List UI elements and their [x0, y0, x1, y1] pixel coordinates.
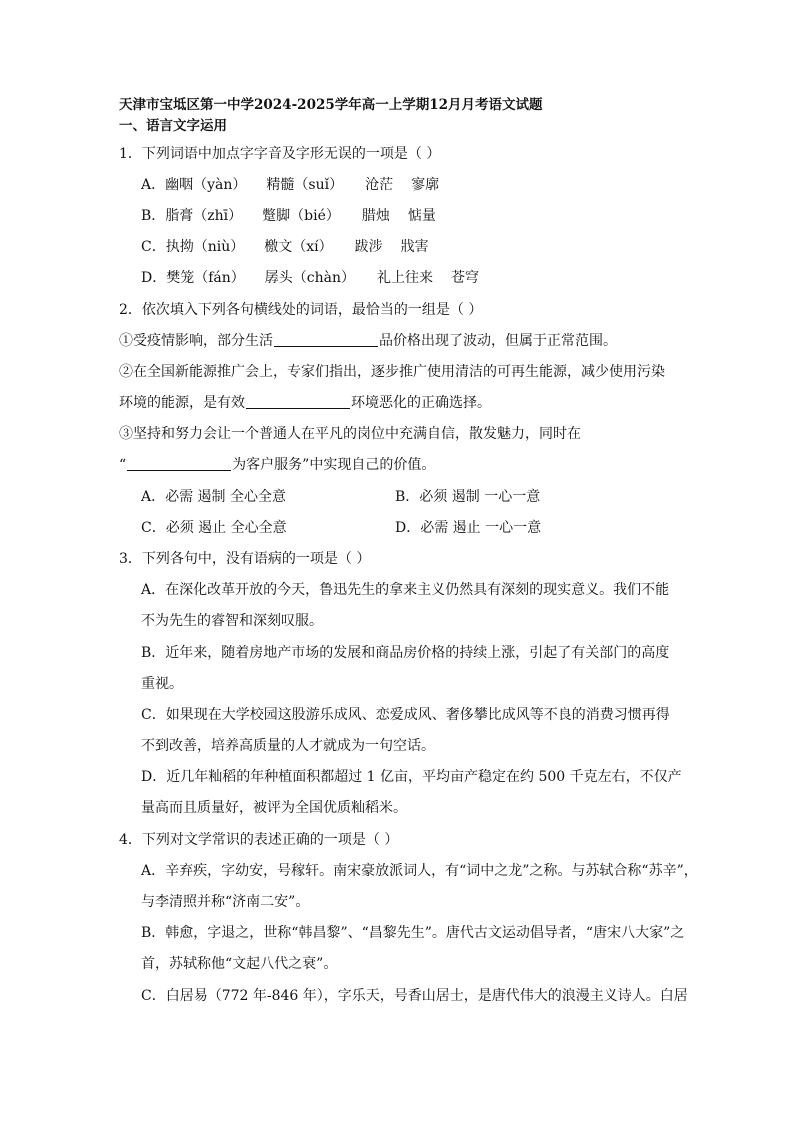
q2-blank-2 — [246, 407, 350, 409]
q2-s3-post: 为客户服务”中实现自己的价值。 — [232, 457, 436, 473]
q4-option-a-line-2: 与李清照并称“济南二安”。 — [141, 894, 310, 910]
q1-b-w1: B．脂膏（zhī） — [141, 208, 243, 224]
q1-c-w4: 戕害 — [400, 239, 429, 255]
q2-s1-post: 品价格出现了波动，但属于正常范围。 — [379, 333, 617, 349]
q1-a-w4: 寥廓 — [411, 177, 440, 193]
q3-option-b-line-1: B．近年来，随着房地产市场的发展和商品房价格的持续上涨，引起了有关部门的高度 — [141, 645, 670, 661]
q2-sentence-2-line-1: ②在全国新能源推广会上，专家们指出，逐步推广使用清洁的可再生能源，减少使用污染 — [119, 364, 665, 380]
q2-s3-pre: “ — [119, 457, 127, 473]
q2-option-b: B．必须 遏制 一心一意 — [395, 489, 541, 505]
q2-blank-1 — [274, 345, 378, 347]
q2-s1-pre: ①受疫情影响，部分生活 — [119, 333, 273, 349]
q1-c-w3: 跋涉 — [354, 239, 383, 255]
q1-option-b — [141, 206, 436, 226]
q3-stem: 3．下列各句中，没有语病的一项是（ ） — [119, 551, 371, 567]
section-heading: 一、语言文字运用 — [119, 118, 227, 134]
q1-b-w4: 惦量 — [407, 208, 436, 224]
q3-option-a-line-2: 不为先生的睿智和深刻叹服。 — [141, 613, 323, 629]
q4-option-b-line-1: B．韩愈，字退之，世称“韩昌黎”、“昌黎先生”。唐代古文运动倡导者，“唐宋八大家”之 — [141, 925, 685, 941]
q1-c-w2: 檄文（xí） — [264, 239, 333, 255]
q3-option-c-line-2: 不到改善，培养高质量的人才就成为一句空话。 — [141, 738, 435, 754]
q4-option-c-line-1: C．白居易（772 年-846 年），字乐天，号香山居士，是唐代伟大的浪漫主义诗人。白居 — [141, 988, 688, 1004]
q1-b-w2: 蹩脚（bié） — [262, 208, 340, 224]
q2-sentence-1 — [119, 331, 617, 351]
q1-option-d — [141, 268, 479, 288]
q1-b-w3: 腊烛 — [361, 208, 390, 224]
q1-a-w3: 沧茫 — [365, 177, 394, 193]
q1-d-w1: D．樊笼（fán） — [141, 270, 245, 286]
q2-option-a: A．必需 遏制 全心全意 — [141, 489, 287, 505]
q3-option-d-line-2: 量高而且质量好，被评为全国优质籼稻米。 — [141, 800, 407, 816]
q2-stem: 2．依次填入下列各句横线处的词语，最恰当的一组是（ ） — [119, 302, 483, 318]
q2-s2-pre: 环境的能源，是有效 — [119, 395, 245, 411]
q2-option-d: D．必需 遏止 一心一意 — [395, 520, 542, 536]
exam-title: 天津市宝坻区第一中学2024-2025学年高一上学期12月月考语文试题 — [119, 97, 543, 113]
q2-s2-post: 环境恶化的正确选择。 — [351, 395, 491, 411]
q2-sentence-3-line-2 — [119, 455, 435, 475]
q1-c-w1: C．执拗（niù） — [141, 239, 245, 255]
q3-option-b-line-2: 重视。 — [141, 676, 183, 692]
q1-d-w3: 礼上往来 — [377, 270, 434, 286]
q3-option-a-line-1: A．在深化改革开放的今天，鲁迅先生的拿来主义仍然具有深刻的现实意义。我们不能 — [141, 582, 670, 598]
q4-stem: 4．下列对文学常识的表述正确的一项是（ ） — [119, 832, 399, 848]
q1-a-w1: A．幽咽（yàn） — [141, 177, 247, 193]
q1-option-a — [141, 175, 439, 195]
q1-d-w2: 孱头（chàn） — [264, 270, 356, 286]
q2-sentence-3-line-1: ③坚持和努力会让一个普通人在平凡的岗位中充满自信，散发魅力，同时在 — [119, 426, 581, 442]
q3-option-d-line-1: D．近几年籼稻的年种植面积都超过 1 亿亩，平均亩产稳定在约 500 千克左右，不仅产 — [141, 769, 682, 785]
q4-option-a-line-1: A．辛弃疾，字幼安，号稼轩。南宋豪放派词人，有“词中之龙”之称。与苏轼合称“苏辛”， — [141, 863, 698, 879]
q1-option-c — [141, 237, 429, 257]
q1-stem: 1．下列词语中加点字字音及字形无误的一项是（ ） — [119, 146, 441, 162]
q2-option-c: C．必须 遏止 全心全意 — [141, 520, 287, 536]
q4-option-b-line-2: 首，苏轼称他“文起八代之衰”。 — [141, 956, 338, 972]
q2-sentence-2-line-2 — [119, 393, 491, 413]
q3-option-c-line-1: C．如果现在大学校园这股游乐成风、恋爱成风、奢侈攀比成风等不良的消费习惯再得 — [141, 707, 670, 723]
q1-a-w2: 精髓（suǐ） — [266, 177, 344, 193]
q1-d-w4: 苍穹 — [451, 270, 480, 286]
q2-blank-3 — [127, 469, 231, 471]
